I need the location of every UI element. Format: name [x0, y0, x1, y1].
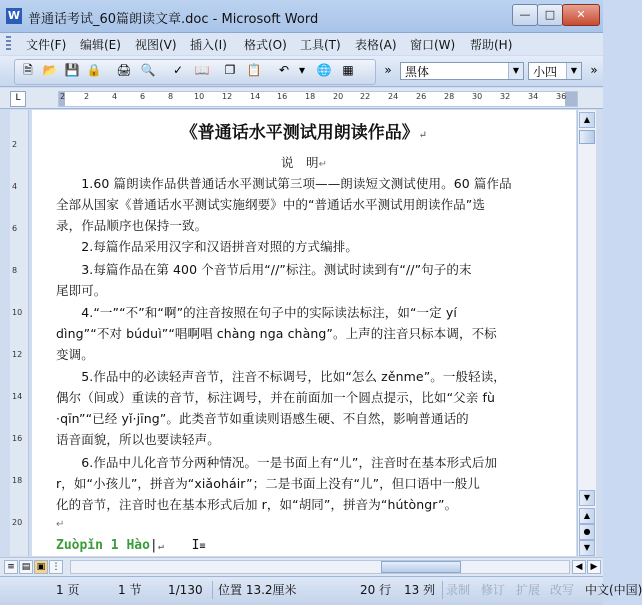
- status-section: 1 节: [118, 583, 142, 597]
- print-icon[interactable]: 🖨: [116, 63, 132, 77]
- horizontal-scroll-thumb[interactable]: [381, 561, 461, 573]
- menu-edit[interactable]: 编辑(E): [80, 38, 121, 52]
- scroll-right-icon[interactable]: ▶: [587, 560, 601, 574]
- web-layout-view-icon[interactable]: ▤: [19, 560, 33, 574]
- status-col: 13 列: [404, 583, 436, 597]
- toolbar-options-icon[interactable]: »: [384, 63, 392, 77]
- vruler-tick: 18: [12, 476, 23, 485]
- font-size-value: 小四: [533, 65, 558, 79]
- font-name-select[interactable]: [400, 62, 524, 80]
- ruler-tick: 6: [140, 92, 146, 101]
- status-separator: [442, 581, 443, 599]
- horizontal-scrollbar: [0, 557, 603, 576]
- close-button[interactable]: ✕: [562, 4, 600, 26]
- scroll-down-icon[interactable]: ▼: [579, 490, 595, 506]
- body-line: ·qīn”“已经 yǐ·jīng”。此类音节如重读则语感生硬、不自然，影响普通话的: [56, 411, 469, 426]
- save-icon[interactable]: 💾: [64, 63, 80, 77]
- paragraph-mark-icon: ↵: [157, 541, 164, 552]
- ruler-right-margin: [565, 92, 577, 106]
- vruler-tick: 20: [12, 518, 23, 527]
- body-line: 4.“一”“不”和“啊”的注音按照在句子中的实际读法标注，如“一定 yí: [56, 305, 457, 320]
- body-line: 5.作品中的必读轻声音节，注音不标调号，比如“怎么 zěnme”。一般轻读，: [56, 369, 506, 384]
- click-type-icon: ≡: [199, 541, 206, 552]
- undo-dropdown-icon[interactable]: ▾: [298, 63, 306, 77]
- minimize-button[interactable]: —: [512, 4, 538, 26]
- status-language: 中文(中国): [585, 583, 642, 597]
- font-size-dropdown-icon[interactable]: ▼: [566, 63, 581, 79]
- next-page-icon[interactable]: ▼: [579, 540, 595, 556]
- maximize-button[interactable]: □: [537, 4, 563, 26]
- menu-help[interactable]: 帮助(H): [470, 38, 513, 52]
- vruler-tick: 4: [12, 182, 18, 191]
- status-bar: [0, 576, 642, 605]
- body-line: 1.60 篇朗读作品供普通话水平测试第三项——朗读短文测试使用。60 篇作品: [56, 176, 512, 191]
- vruler-tick: 14: [12, 392, 23, 401]
- heading-pinyin-text: Zuòpǐn 1 Hào: [56, 538, 150, 553]
- menu-table[interactable]: 表格(A): [355, 38, 397, 52]
- body-line: 全部从国家《普通话水平测试实施纲要》中的“普通话水平测试用朗读作品”选: [56, 197, 485, 212]
- copy-icon[interactable]: ❐: [224, 63, 236, 77]
- spelling-icon[interactable]: ✓: [172, 63, 184, 77]
- table-icon[interactable]: ▦: [342, 63, 354, 77]
- ruler-tick: 30: [472, 92, 483, 101]
- ruler-tick: 18: [305, 92, 316, 101]
- status-track-changes[interactable]: 修订: [481, 583, 506, 597]
- permission-icon[interactable]: 🔒: [86, 63, 102, 77]
- select-browse-object-icon[interactable]: ●: [579, 524, 595, 540]
- body-line: 偶尔（间或）重读的音节，标注调号，并在前面加一个圆点提示，比如“父亲 fù: [56, 390, 495, 405]
- status-position: 位置 13.2厘米: [218, 583, 297, 597]
- menu-grip-icon[interactable]: [6, 36, 11, 52]
- status-record[interactable]: 录制: [446, 583, 471, 597]
- menu-format[interactable]: 格式(O): [244, 38, 287, 52]
- ruler-tick: 4: [112, 92, 118, 101]
- ruler-tick: 22: [360, 92, 371, 101]
- paragraph-mark-icon: ↵: [56, 519, 65, 530]
- menu-bar: [0, 33, 603, 55]
- paragraph-mark-icon: ↵: [418, 130, 428, 141]
- document-subtitle: [32, 153, 576, 171]
- status-overtype[interactable]: 改写: [550, 583, 575, 597]
- status-pages: 1/130: [168, 583, 203, 597]
- normal-view-icon[interactable]: ≡: [4, 560, 18, 574]
- status-extend[interactable]: 扩展: [516, 583, 541, 597]
- paragraph-mark-icon: ↵: [318, 159, 327, 170]
- menu-view[interactable]: 视图(V): [135, 38, 177, 52]
- ruler-tick: 16: [277, 92, 288, 101]
- research-icon[interactable]: 📖: [194, 63, 210, 77]
- body-line: 录，作品顺序也保持一致。: [56, 218, 208, 233]
- ruler-tick: 12: [222, 92, 233, 101]
- hyperlink-icon[interactable]: 🌐: [316, 63, 332, 77]
- document-title-text: 《普通话水平测试用朗读作品》: [180, 123, 419, 143]
- status-page: 1 页: [56, 583, 80, 597]
- horizontal-scroll-track[interactable]: [70, 560, 570, 574]
- outline-view-icon[interactable]: ⋮: [49, 560, 63, 574]
- vertical-scrollbar[interactable]: [577, 110, 596, 556]
- font-name-value: 黑体: [405, 65, 430, 79]
- open-folder-icon[interactable]: 📂: [42, 63, 58, 77]
- body-line: 2.每篇作品采用汉字和汉语拼音对照的方式编排。: [56, 239, 358, 254]
- menu-insert[interactable]: 插入(I): [190, 38, 227, 52]
- vruler-tick: 12: [12, 350, 23, 359]
- body-line: 化的音节，注音时也在基本形式后加 r，如“胡同”，拼音为“hútòngr”。: [56, 497, 458, 512]
- font-size-select[interactable]: [528, 62, 582, 80]
- body-line: 变调。: [56, 347, 94, 362]
- ruler-tick: 20: [333, 92, 344, 101]
- previous-page-icon[interactable]: ▲: [579, 508, 595, 524]
- vruler-tick: 8: [12, 266, 18, 275]
- title-bar: [0, 0, 603, 33]
- scroll-left-icon[interactable]: ◀: [572, 560, 586, 574]
- ruler-tick: 24: [388, 92, 399, 101]
- font-name-dropdown-icon[interactable]: ▼: [508, 63, 523, 79]
- paste-icon[interactable]: 📋: [246, 63, 262, 77]
- body-line: 尾即可。: [56, 283, 107, 298]
- ruler-tick: 8: [168, 92, 174, 101]
- ruler-tick: 10: [194, 92, 205, 101]
- print-preview-icon[interactable]: 🔍: [140, 63, 156, 77]
- status-separator: [212, 581, 213, 599]
- body-line: dìng”“不对 búduì”“唱啊唱 chàng nga chàng”。上声的注音只标本调，不标: [56, 326, 497, 341]
- ruler-tick: 14: [250, 92, 261, 101]
- ruler-tick: 2: [60, 92, 66, 101]
- vertical-ruler[interactable]: [10, 110, 29, 556]
- vruler-tick: 2: [12, 140, 18, 149]
- ruler-tick: 2: [84, 92, 90, 101]
- ruler-tick: 26: [416, 92, 427, 101]
- tab-selector-icon[interactable]: L: [10, 91, 26, 107]
- document-title: [32, 118, 576, 143]
- window-title: 普通话考试_60篇朗读文章.doc - Microsoft Word: [28, 12, 319, 27]
- body-line: 6.作品中儿化音节分两种情况。一是书面上有“儿”，注音时在基本形式后加: [56, 455, 498, 470]
- formatting-options-icon[interactable]: »: [590, 63, 598, 77]
- standard-toolbar: [0, 56, 603, 87]
- text-cursor-icon: |: [149, 538, 158, 553]
- empty-paragraph: [56, 515, 64, 530]
- vruler-tick: 6: [12, 224, 18, 233]
- scroll-up-icon[interactable]: ▲: [579, 112, 595, 128]
- body-line: 语音面貌，所以也要读轻声。: [56, 432, 220, 447]
- scroll-thumb[interactable]: [579, 130, 595, 144]
- horizontal-ruler[interactable]: [0, 88, 603, 109]
- vruler-tick: 16: [12, 434, 23, 443]
- undo-icon[interactable]: ↶: [278, 63, 290, 77]
- ruler-tick: 36: [556, 92, 567, 101]
- ruler-tick: 34: [528, 92, 539, 101]
- document-page[interactable]: [32, 110, 576, 556]
- new-document-icon[interactable]: 🗎: [23, 63, 33, 77]
- ruler-tick: 32: [500, 92, 511, 101]
- subtitle-text: 说 明: [281, 155, 319, 170]
- menu-tools[interactable]: 工具(T): [300, 38, 341, 52]
- body-line: 3.每篇作品在第 400 个音节后用“//”标注。测试时读到有“//”句子的末: [56, 262, 472, 277]
- ibeam-cursor-icon: I: [191, 538, 200, 553]
- print-layout-view-icon[interactable]: ▣: [34, 560, 48, 574]
- word-app-icon[interactable]: W: [7, 9, 21, 22]
- menu-file[interactable]: 文件(F): [26, 38, 67, 52]
- ruler-tick: 28: [444, 92, 455, 101]
- body-line: r，如“小孩儿”，拼音为“xiǎoháir”；二是书面上没有“儿”，但口语中一般儿: [56, 476, 480, 491]
- status-row: 20 行: [360, 583, 392, 597]
- menu-window[interactable]: 窗口(W): [410, 38, 456, 52]
- vruler-tick: 10: [12, 308, 23, 317]
- heading-pinyin: [56, 538, 205, 553]
